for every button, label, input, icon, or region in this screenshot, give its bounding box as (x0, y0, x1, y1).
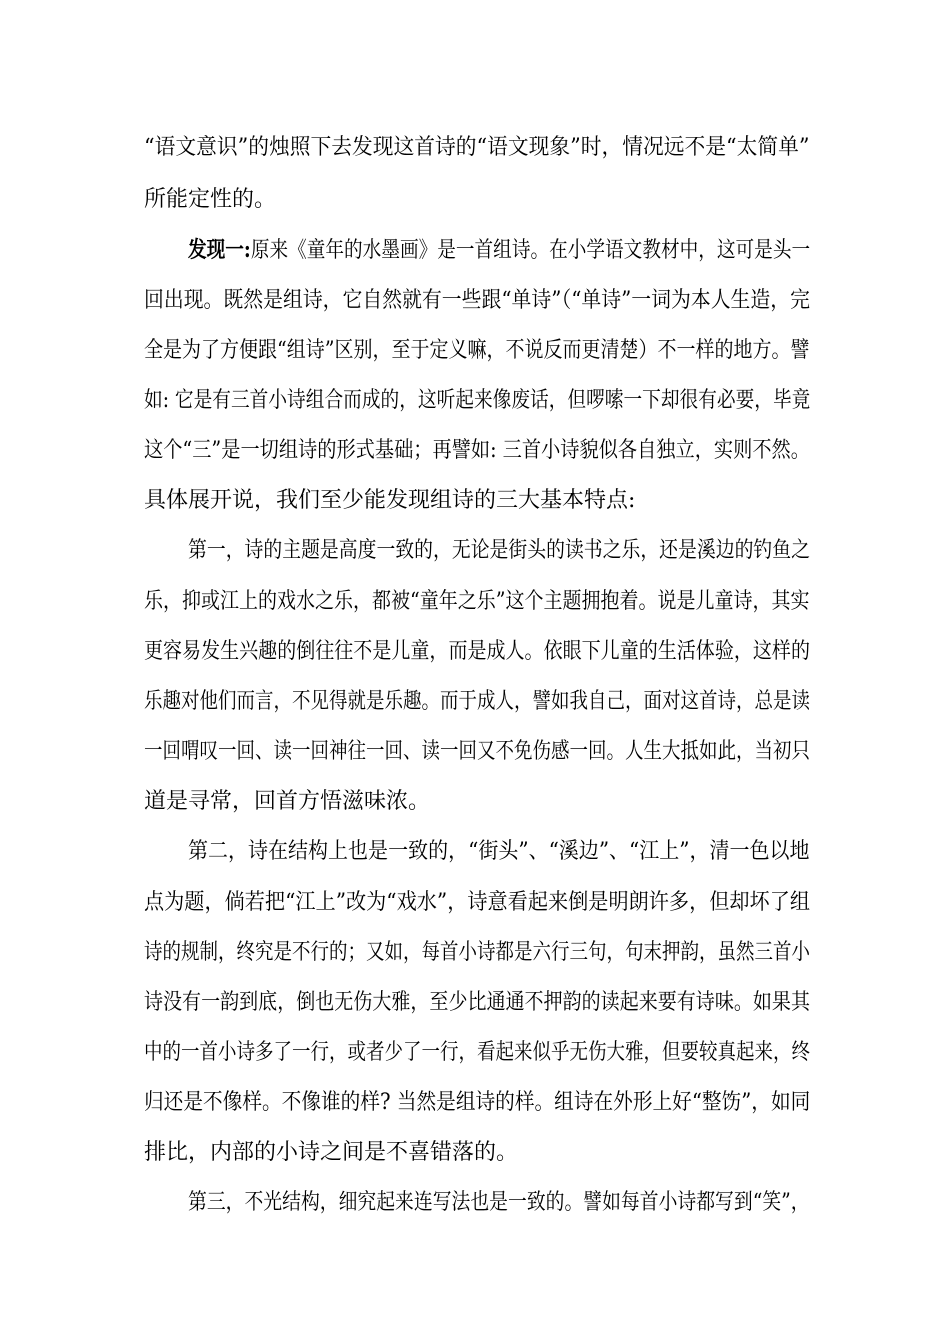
discovery1-line-1-text: 原来《童年的水墨画》是一首组诗。在小学语文教材中，这可是头一 (250, 238, 811, 263)
intro-line-1: “语文意识”的烛照下去发现这首诗的“语文现象”时，情况远不是“太简单” (144, 135, 810, 160)
point1-line-6: 道是寻常，回首方悟滋味浓。 (144, 789, 431, 814)
point3-line-1: 第三，不光结构，细究起来连写法也是一致的。譬如每首小诗都写到“笑”， (188, 1190, 810, 1215)
discovery1-label: 发现一: (188, 237, 251, 263)
intro-line-2: 所能定性的。 (144, 187, 277, 212)
point1-line-1: 第一，诗的主题是高度一致的，无论是街头的读书之乐，还是溪边的钓鱼之 (188, 538, 810, 563)
point2-line-5: 中的一首小诗多了一行，或者少了一行，看起来似乎无伤大雅，但要较真起来，终 (144, 1040, 811, 1065)
point2-line-6: 归还是不像样。不像谁的样? 当然是组诗的样。组诗在外形上好“整饬”，如同 (144, 1090, 811, 1115)
discovery1-line-6: 具体展开说，我们至少能发现组诗的三大基本特点: (144, 488, 636, 513)
discovery1-line-3: 全是为了方便跟“组诗”区别，至于定义嘛，不说反而更清楚）不一样的地方。譬 (144, 338, 810, 363)
discovery1-line-5: 这个“三”是一切组诗的形式基础；再譬如: 三首小诗貌似各自独立，实则不然。 (144, 438, 810, 463)
discovery1-line-1 (188, 233, 810, 267)
discovery1-line-2: 回出现。既然是组诗，它自然就有一些跟“单诗”（“单诗”一词为本人生造，完 (144, 288, 810, 313)
point2-line-7: 排比，内部的小诗之间是不喜错落的。 (144, 1140, 519, 1165)
point1-line-4: 乐趣对他们而言，不见得就是乐趣。而于成人，譬如我自己，面对这首诗，总是读 (144, 689, 811, 714)
point1-line-2: 乐，抑或江上的戏水之乐，都被“童年之乐”这个主题拥抱着。说是儿童诗，其实 (144, 589, 810, 614)
point2-line-2: 点为题，倘若把“江上”改为“戏水”，诗意看起来倒是明朗许多，但却坏了组 (144, 890, 811, 915)
point1-line-3: 更容易发生兴趣的倒往往不是儿童，而是成人。依眼下儿童的生活体验，这样的 (144, 639, 810, 664)
point1-line-5: 一回喟叹一回、读一回神往一回、读一回又不免伤感一回。人生大抵如此，当初只 (144, 739, 811, 764)
point2-line-1: 第二，诗在结构上也是一致的，“街头”、“溪边”、“江上”，清一色以地 (188, 839, 810, 864)
point2-line-3: 诗的规制，终究是不行的；又如，每首小诗都是六行三句，句末押韵，虽然三首小 (144, 940, 811, 965)
point2-line-4: 诗没有一韵到底，倒也无伤大雅，至少比通通不押韵的读起来要有诗味。如果其 (144, 990, 810, 1015)
discovery1-line-4: 如: 它是有三首小诗组合而成的，这听起来像废话，但啰嗦一下却很有必要，毕竟 (144, 388, 811, 413)
